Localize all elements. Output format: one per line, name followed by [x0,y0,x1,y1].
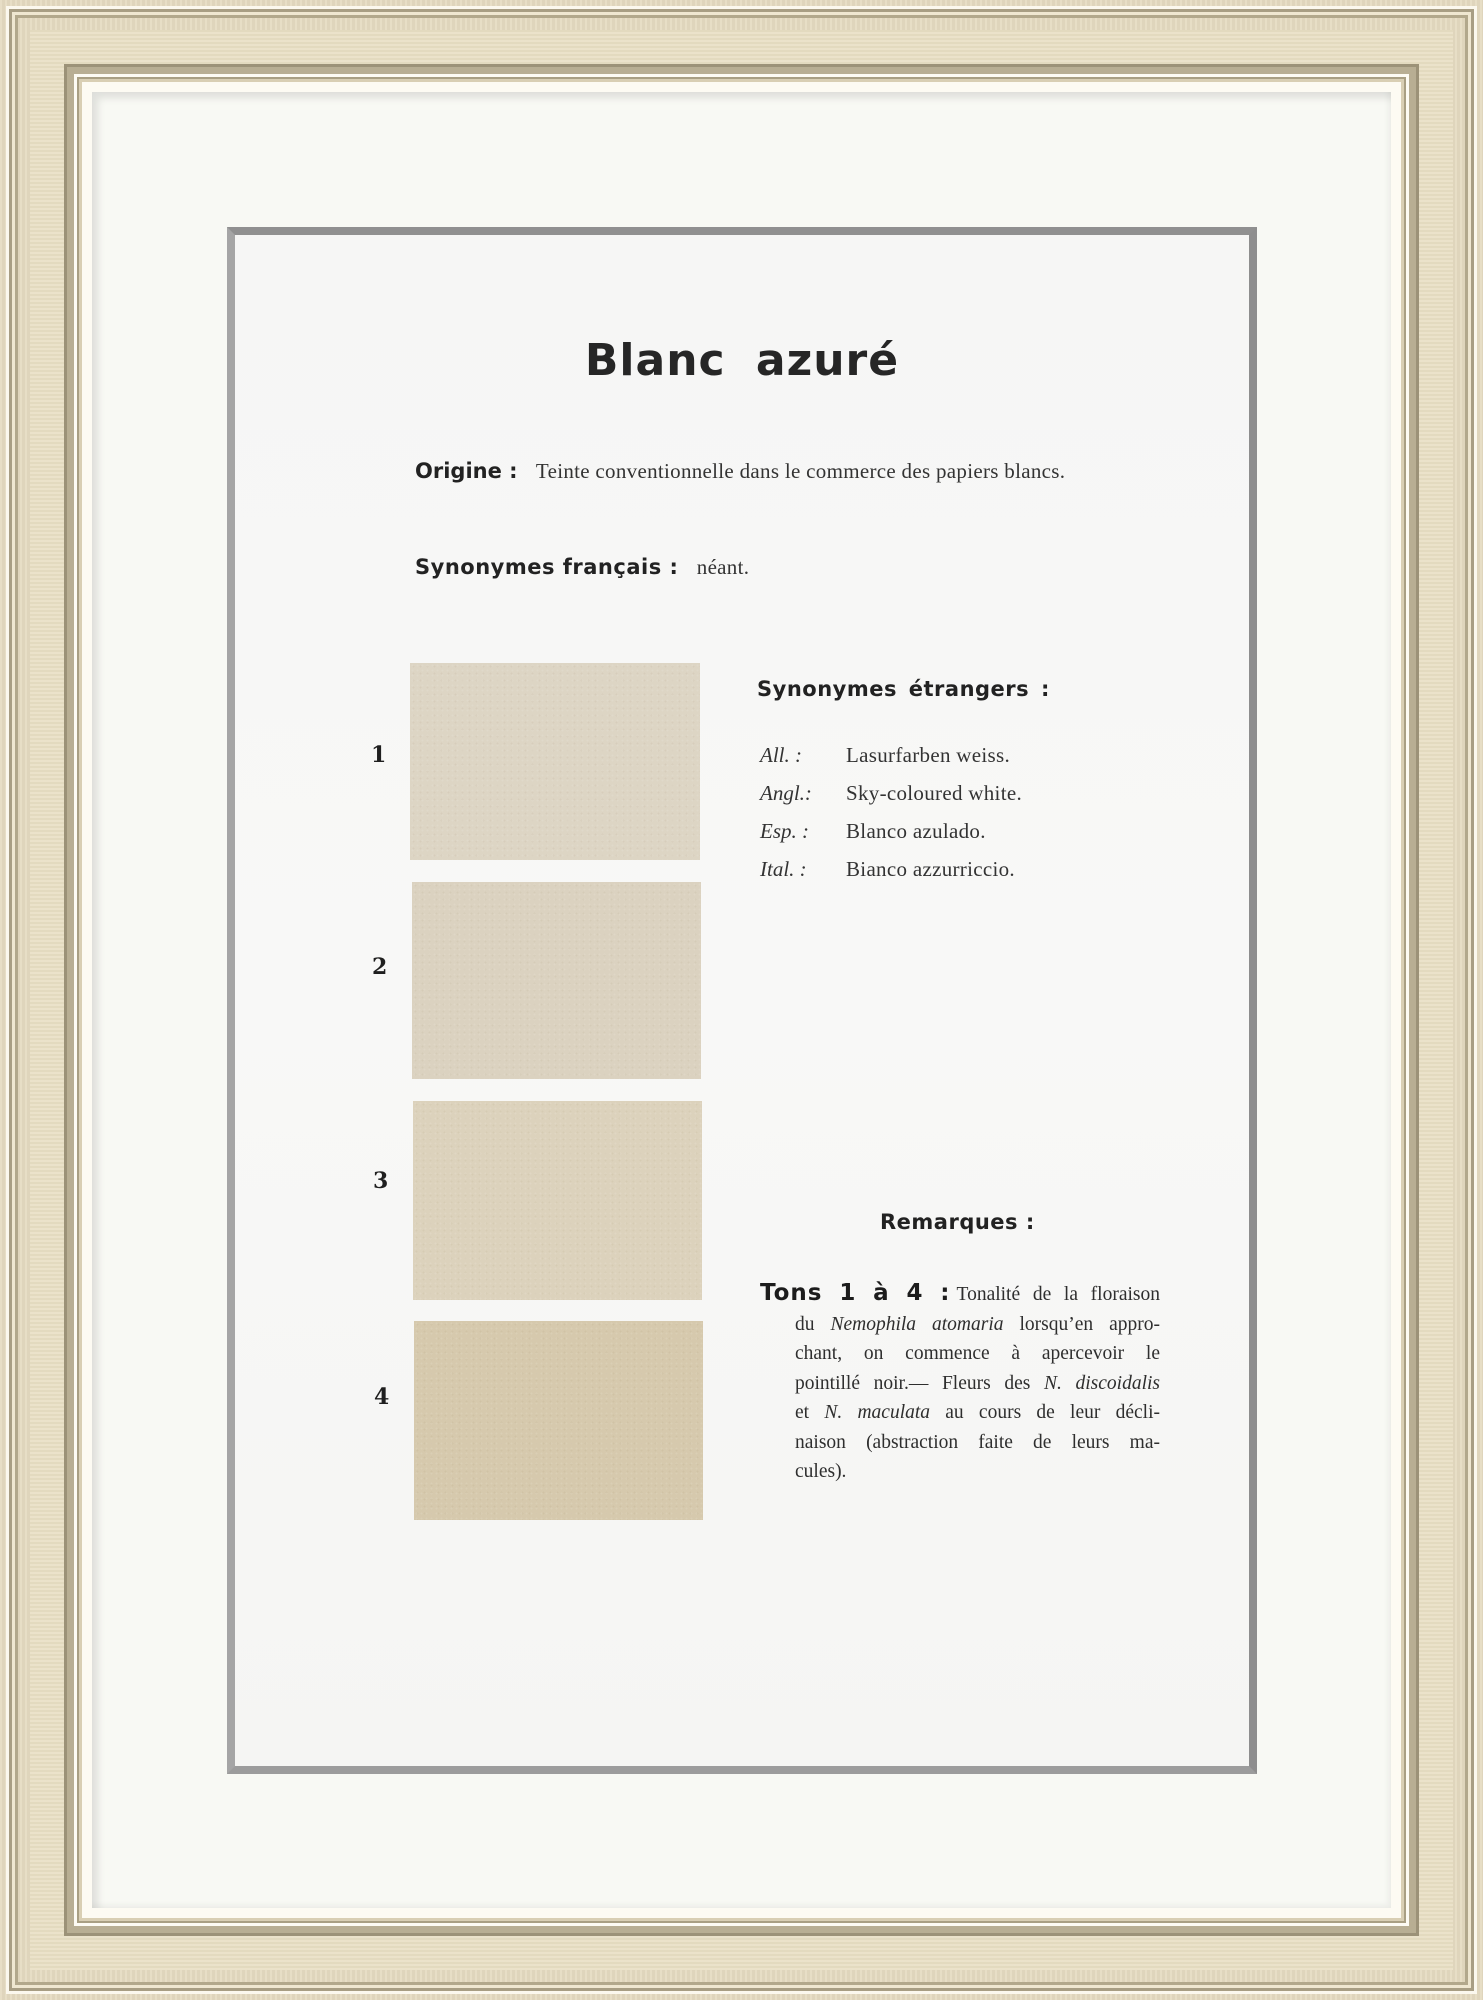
species-name: Nemophila atomaria [830,1313,1004,1335]
remarks-fragment: lorsqu’en appro- [1003,1313,1161,1335]
synonym-word: Bianco azzurriccio. [846,857,1015,881]
remarks-fragment: chant, on commence à apercevoir le [795,1343,1160,1364]
foreign-synonyms-list [760,743,1022,895]
remarks-fragment: Tonalité de la floraison [956,1284,1160,1305]
remarks-line [760,1310,1160,1340]
remarks-text [795,1314,1160,1335]
remarks-text [795,1343,1160,1364]
synonym-word: Lasurfarben weiss. [846,743,1011,767]
foreign-synonym-spanish [760,819,1022,857]
tones-label: Tons 1 à 4 : [760,1280,951,1306]
foreign-synonym-german [760,743,1022,781]
swatch-number-2: 2 [372,954,388,980]
foreign-synonyms-heading: Synonymes étrangers : [757,677,1050,701]
color-plate-page [235,235,1249,1766]
remarks-line [760,1398,1160,1428]
remarks-text [795,1373,1160,1394]
color-swatch-1 [410,663,700,860]
color-swatch-2 [412,882,701,1079]
remarks-line [760,1339,1160,1369]
color-swatch-3 [413,1101,702,1300]
remarks-fragment: au cours de leur décli- [930,1402,1160,1423]
remarks-fragment: et [795,1402,825,1423]
remarks-fragment: naison (abstraction faite de leurs ma- [795,1431,1160,1453]
synonym-word: Blanco azulado. [846,819,986,843]
remarks-line [760,1457,1160,1487]
species-name: N. discoidalis [1043,1372,1161,1394]
remarks-text [795,1402,1160,1423]
language-abbrev: All. : [760,743,802,767]
remarks-line [760,1369,1160,1399]
remarks-fragment: du [795,1313,831,1335]
swatch-number-4: 4 [374,1384,390,1410]
origin-field [415,459,1065,484]
color-swatch-4 [414,1321,703,1520]
remarks-fragment: pointillé noir.— Fleurs des [795,1372,1044,1394]
remarks-body [760,1279,1160,1487]
remarks-line [760,1428,1160,1458]
swatch-number-3: 3 [373,1168,389,1194]
foreign-synonym-italian [760,857,1022,895]
synonym-word: Sky-coloured white. [846,781,1022,805]
remarks-text [957,1284,1160,1305]
remarks-text [795,1432,1160,1453]
foreign-synonym-english [760,781,1022,819]
origin-label: Origine : [415,459,518,483]
language-abbrev: Ital. : [760,857,807,881]
french-synonyms-value: néant. [696,555,750,579]
swatch-number-1: 1 [371,742,387,768]
remarks-text [795,1461,846,1482]
remarks-line [760,1279,1160,1310]
remarks-fragment: cules). [795,1461,847,1482]
language-abbrev: Angl.: [760,781,812,805]
language-abbrev: Esp. : [760,819,809,843]
french-synonyms-label: Synonymes français : [415,555,679,579]
plate-title: Blanc azuré [584,335,900,386]
origin-value: Teinte conventionnelle dans le commerce des papiers blancs. [535,459,1066,483]
species-name: N. maculata [824,1402,931,1423]
remarks-heading: Remarques : [880,1210,1035,1234]
french-synonyms-field [415,555,749,580]
